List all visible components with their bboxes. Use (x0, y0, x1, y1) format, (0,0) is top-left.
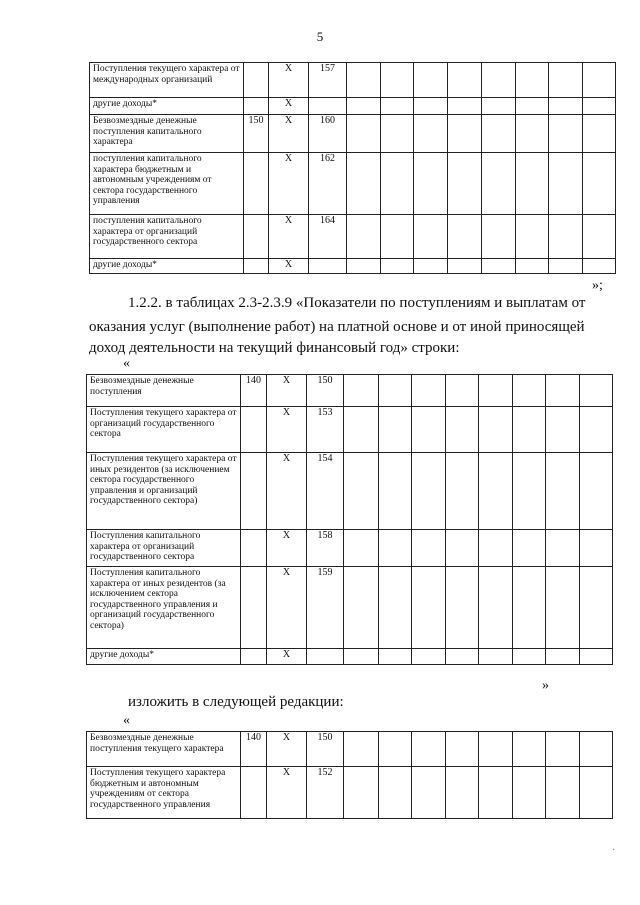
table-row (87, 767, 613, 819)
row-code (241, 407, 267, 453)
row-line-code (309, 259, 347, 274)
paragraph-line-2: оказания услуг (выполнение работ) на платной основе и от иной приносящей (89, 319, 585, 335)
row-name: поступления капитального характера бюджетным и автономным учреждениям от сектора государственного управления (90, 153, 244, 215)
row-line-code: 153 (307, 407, 344, 453)
table-row (90, 215, 616, 259)
row-code (241, 767, 267, 819)
row-name: другие доходы* (87, 649, 241, 665)
row-code (244, 153, 269, 215)
page-number: 5 (316, 29, 324, 44)
row-line-code: 158 (307, 530, 344, 567)
opening-quote: « (123, 713, 130, 728)
table-row (90, 115, 616, 153)
row-x: X (269, 98, 309, 115)
table-row (87, 407, 613, 453)
row-code (241, 567, 267, 649)
revenue-table-3 (86, 731, 613, 819)
table-row (87, 453, 613, 530)
paragraph-line-1: 1.2.2. в таблицах 2.3-2.3.9 «Показатели по поступлениям и выплатам от (128, 295, 586, 311)
row-name: Безвозмездные денежные поступления капитального характера (90, 115, 244, 153)
row-code (244, 98, 269, 115)
row-x: X (269, 259, 309, 274)
row-line-code: 162 (309, 153, 347, 215)
row-x: X (267, 453, 307, 530)
row-x: X (267, 407, 307, 453)
row-line-code: 164 (309, 215, 347, 259)
row-line-code: 150 (307, 732, 344, 767)
row-name: Поступления текущего характера от иных резидентов (за исключением сектора государственного управления и организаций государственного сектора) (87, 453, 241, 530)
row-name: поступления капитального характера от организаций государственного сектора (90, 215, 244, 259)
scan-mark: · (612, 845, 616, 856)
row-name: другие доходы* (90, 98, 244, 115)
row-code: 150 (244, 115, 269, 153)
row-name: Безвозмездные денежные поступления текущего характера (87, 732, 241, 767)
row-line-code (307, 649, 344, 665)
row-code (241, 453, 267, 530)
closing-quote: » (542, 678, 549, 693)
row-x: X (269, 215, 309, 259)
table-row (90, 63, 616, 98)
row-line-code: 150 (307, 375, 344, 407)
row-code: 140 (241, 732, 267, 767)
row-name: Поступления капитального характера от организаций государственного сектора (87, 530, 241, 567)
row-code (244, 63, 269, 98)
table-row (90, 259, 616, 274)
closing-quote: »; (592, 278, 603, 293)
table-row (87, 375, 613, 407)
row-x: X (267, 732, 307, 767)
row-name: Поступления текущего характера от международных организаций (90, 63, 244, 98)
table-row (87, 567, 613, 649)
table-row (87, 649, 613, 665)
row-code: 140 (241, 375, 267, 407)
row-x: X (267, 375, 307, 407)
table-row (90, 98, 616, 115)
row-name: Безвозмездные денежные поступления (87, 375, 241, 407)
row-line-code: 160 (309, 115, 347, 153)
row-code (241, 530, 267, 567)
row-x: X (267, 567, 307, 649)
row-x: X (267, 530, 307, 567)
revenue-table-1 (89, 62, 616, 274)
row-x: X (267, 767, 307, 819)
row-code (244, 215, 269, 259)
row-line-code: 152 (307, 767, 344, 819)
edit-instruction: изложить в следующей редакции: (128, 694, 344, 710)
table-row (87, 732, 613, 767)
row-x: X (269, 153, 309, 215)
row-name: другие доходы* (90, 259, 244, 274)
row-line-code: 159 (307, 567, 344, 649)
table-row (90, 153, 616, 215)
row-line-code (309, 98, 347, 115)
row-name: Поступления капитального характера от иных резидентов (за исключением сектора государственного управления и организаций государственного сектора) (87, 567, 241, 649)
row-line-code: 157 (309, 63, 347, 98)
row-code (241, 649, 267, 665)
row-code (244, 259, 269, 274)
row-x: X (269, 115, 309, 153)
opening-quote: « (123, 356, 130, 371)
row-name: Поступления текущего характера бюджетным и автономным учреждениям от сектора государственного управления (87, 767, 241, 819)
row-line-code: 154 (307, 453, 344, 530)
row-x: X (267, 649, 307, 665)
row-name: Поступления текущего характера от организаций государственного сектора (87, 407, 241, 453)
table-row (87, 530, 613, 567)
row-x: X (269, 63, 309, 98)
revenue-table-2 (86, 374, 613, 665)
paragraph-line-3: доход деятельности на текущий финансовый год» строки: (89, 340, 460, 356)
